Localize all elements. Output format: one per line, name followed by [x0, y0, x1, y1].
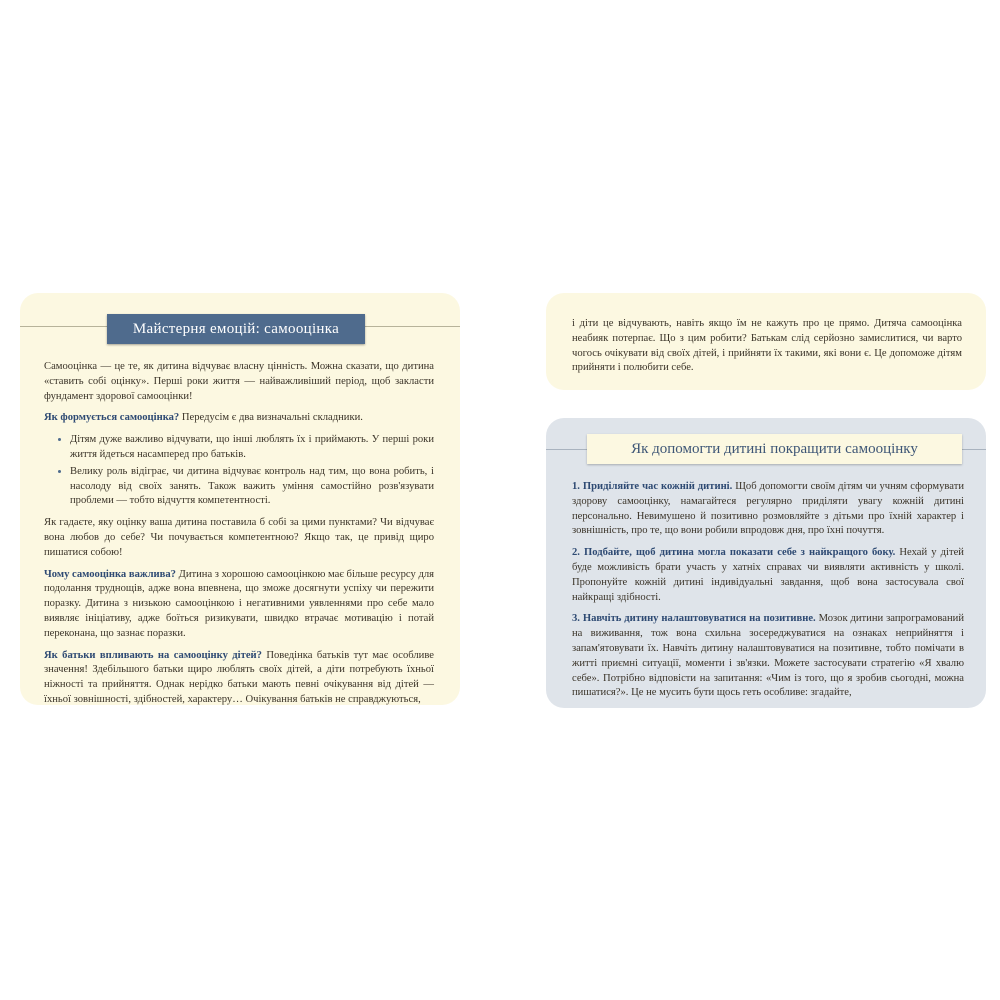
tip-lead: 1. Приділяйте час кожній дитині.: [572, 481, 733, 492]
continuation-text: [572, 317, 962, 383]
tip-text: Нехай у дітей буде можливість брати участь у хатніх справах чи виявляти активність у школі. Пропонуйте кожній дитині індивідуальні завдання, щоб вона застосувала свої найкращі здібності.: [572, 547, 964, 603]
question-formation-lead: Як формується самооцінка?: [44, 412, 180, 424]
left-body: [44, 360, 434, 715]
question-parents-lead: Як батьки впливають на самооцінку дітей?: [44, 649, 262, 661]
tip-item: [572, 480, 964, 539]
question-parents: [44, 649, 434, 708]
tip-lead: 2. Подбайте, щоб дитина могла показати себе з найкращого боку.: [572, 547, 896, 559]
tip-item: [572, 546, 964, 605]
components-list: [44, 433, 434, 509]
question-importance-lead: Чому самооцінка важлива?: [44, 568, 176, 580]
tip-text: Щоб допомогти своїм дітям чи учням сформувати здорову самооцінку, намагайтеся регулярно приділяти увагу кожній дитині персонально. Невимушено й позитивно розмовляйте з дітьми про їхній характер і зовнішність, про те, що вони робили впродовж дня, про їхні почуття.: [572, 481, 964, 537]
question-importance: [44, 568, 434, 642]
left-title: Майстерня емоцій: самооцінка: [107, 314, 365, 344]
list-item: • Дітям дуже важливо відчувати, що інші люблять їх і приймають. У перші роки життя йдеться насамперед про батьків.: [70, 433, 434, 463]
question-formation-text: Передусім є два визначальні складники.: [179, 412, 363, 424]
question-formation: [44, 411, 434, 426]
continuation-paragraph: і діти це відчувають, навіть якщо їм не кажуть про це прямо. Дитяча самооцінка неабияк потерпає. Що з цим робити? Батькам слід серйозно замислитися, чи варто чогось очікувати від своїх дітей, і прийняти їх такими, які вони є. Це допоможе дітям прийняти і полюбити себе.: [572, 318, 962, 374]
list-item: • Велику роль відіграє, чи дитина відчуває контроль над тим, що вона робить, і насолоду від своїх занять. Також важить уміння самостійно розв'язувати проблеми — тобто відчуття компетентності.: [70, 465, 434, 509]
tip-item: [572, 612, 964, 701]
intro-paragraph: Самооцінка — це те, як дитина відчуває власну цінність. Можна сказати, що дитина «ставить собі оцінку». Перші роки життя — найважливіший період, щоб закласти фундамент здорової самооцінки!: [44, 361, 434, 402]
tip-text: Мозок дитини запрограмований на виживання, тож вона схильна зосереджуватися на ознаках неприйняття і запам'ятовувати їх. Навчіть дитину налаштовуватися на позитивне, тобто помічати в житті приємні ситуації, моменти і зв'язки. Можете застосувати стратегію «Я хвалю себе». Потрібно відповісти на запитання: «Чим із того, що я зробив сьогодні, можна пишатися?». Це не мусить бути щось геть особливе: згадайте,: [572, 613, 965, 699]
question-parents-text: Поведінка батьків тут має особливе значення! Здебільшого батьки щиро люблять своїх дітей, а діти потребують їхньої ніжності та прийняття. Однак нерідко батьки мають певні очікування від дітей — їхньої зовнішності, здібностей, характеру… Очікування батьків не справджуються,: [44, 649, 434, 705]
tip-lead: 3. Навчіть дитину налаштовуватися на позитивне.: [572, 613, 816, 625]
tips-body: [572, 480, 964, 708]
question-importance-text: Дитина з хорошою самооцінкою має більше ресурсу для подолання труднощів, адже вона впевнена, що зможе досягнути успіху чи пережити поразку. Дитина з низькою самооцінкою і негативними уявленнями про себе мало виявляє ініціативу, адже боїться ризикувати, швидко втрачає мотивацію і потай переконана, що зазнає поразки.: [44, 568, 434, 639]
tips-title: Як допомогти дитині покращити самооцінку: [587, 434, 962, 464]
reflection-paragraph: Як гадаєте, яку оцінку ваша дитина поставила б собі за цими пунктами? Чи відчуває вона любов до себе? Чи почувається компетентною? Якщо так, це привід щиро пишатися собою!: [44, 517, 434, 558]
